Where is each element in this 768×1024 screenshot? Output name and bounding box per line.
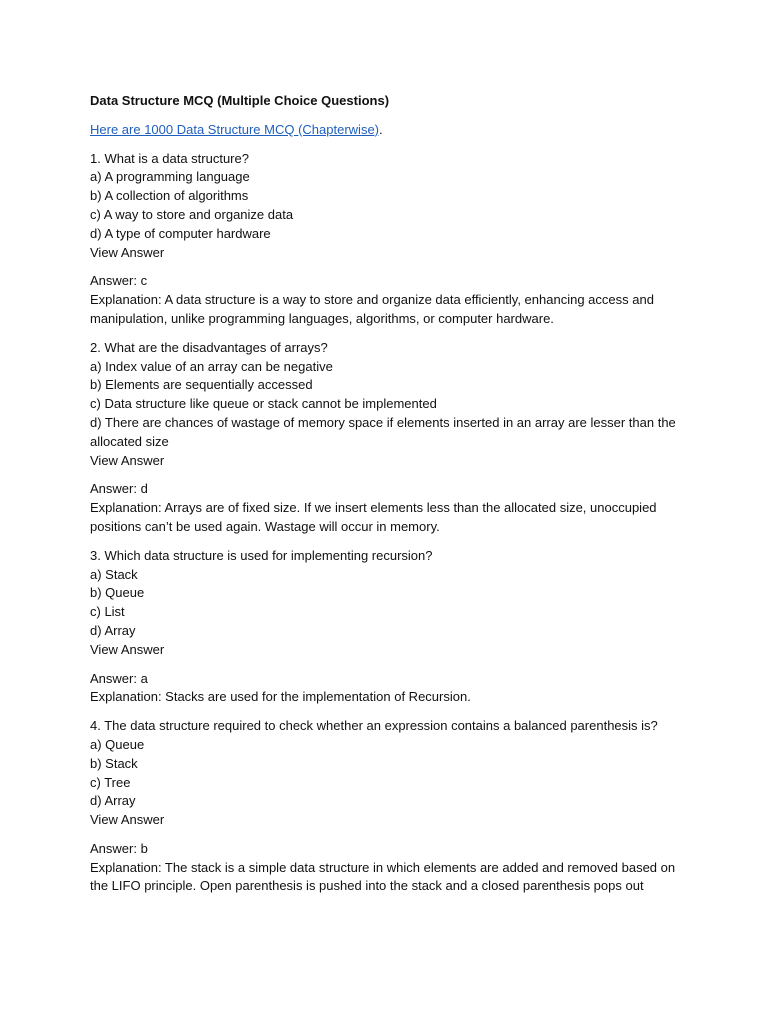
- answer-text: Answer: d: [90, 481, 148, 497]
- view-answer-button[interactable]: View Answer: [90, 244, 165, 260]
- option-d: d) Array: [90, 793, 136, 809]
- intro-paragraph: [90, 121, 680, 140]
- option-b: b) Queue: [90, 585, 145, 601]
- option-d: d) Array: [90, 622, 136, 638]
- question-block-4: [90, 717, 680, 830]
- mcq-chapterwise-link[interactable]: Here are 1000 Data Structure MCQ (Chapterwise): [90, 121, 380, 137]
- option-a: a) Index value of an array can be negative: [90, 358, 333, 374]
- option-c: c) Data structure like queue or stack cannot be implemented: [90, 396, 437, 412]
- question-text: 4. The data structure required to check whether an expression contains a balanced parenthesis is?: [90, 718, 658, 734]
- option-c: c) Tree: [90, 774, 131, 790]
- intro-suffix: .: [379, 121, 383, 137]
- answer-text: Answer: c: [90, 273, 148, 289]
- option-d: d) A type of computer hardware: [90, 225, 271, 241]
- option-d: d) There are chances of wastage of memory space if elements inserted in an array are lesser than the allocated size: [90, 414, 676, 449]
- answer-text: Answer: a: [90, 670, 148, 686]
- question-block-2: [90, 339, 680, 471]
- view-answer-button[interactable]: View Answer: [90, 452, 165, 468]
- explanation-text: Explanation: A data structure is a way to store and organize data efficiently, enhancing access and manipulation, unlike programming languages, algorithms, or computer hardware.: [90, 292, 654, 326]
- document-page: [90, 92, 680, 906]
- question-text: 3. Which data structure is used for implementing recursion?: [90, 547, 433, 563]
- view-answer-button[interactable]: View Answer: [90, 812, 165, 828]
- document-title: Data Structure MCQ (Multiple Choice Questions): [90, 93, 390, 108]
- question-text: 1. What is a data structure?: [90, 150, 249, 166]
- option-a: a) Queue: [90, 736, 145, 752]
- answer-block-4: [90, 840, 680, 896]
- option-c: c) A way to store and organize data: [90, 206, 294, 222]
- answer-block-3: [90, 670, 680, 708]
- option-c: c) List: [90, 604, 125, 620]
- option-b: b) Elements are sequentially accessed: [90, 377, 313, 393]
- question-text: 2. What are the disadvantages of arrays?: [90, 339, 328, 355]
- answer-text: Answer: b: [90, 840, 148, 856]
- explanation-text: Explanation: Arrays are of fixed size. If we insert elements less than the allocated size, unoccupied positions can’t be used again. Wastage will occur in memory.: [90, 500, 657, 534]
- answer-block-2: [90, 480, 680, 536]
- question-block-1: [90, 150, 680, 263]
- question-block-3: [90, 547, 680, 660]
- explanation-text: Explanation: Stacks are used for the implementation of Recursion.: [90, 689, 471, 705]
- view-answer-button[interactable]: View Answer: [90, 641, 165, 657]
- option-b: b) A collection of algorithms: [90, 188, 249, 204]
- option-a: a) Stack: [90, 566, 138, 582]
- explanation-text: Explanation: The stack is a simple data structure in which elements are added and removed based on the LIFO principle. Open parenthesis is pushed into the stack and a closed parenthesis pops out: [90, 859, 676, 894]
- answer-block-1: [90, 272, 680, 328]
- option-a: a) A programming language: [90, 169, 250, 185]
- option-b: b) Stack: [90, 755, 138, 771]
